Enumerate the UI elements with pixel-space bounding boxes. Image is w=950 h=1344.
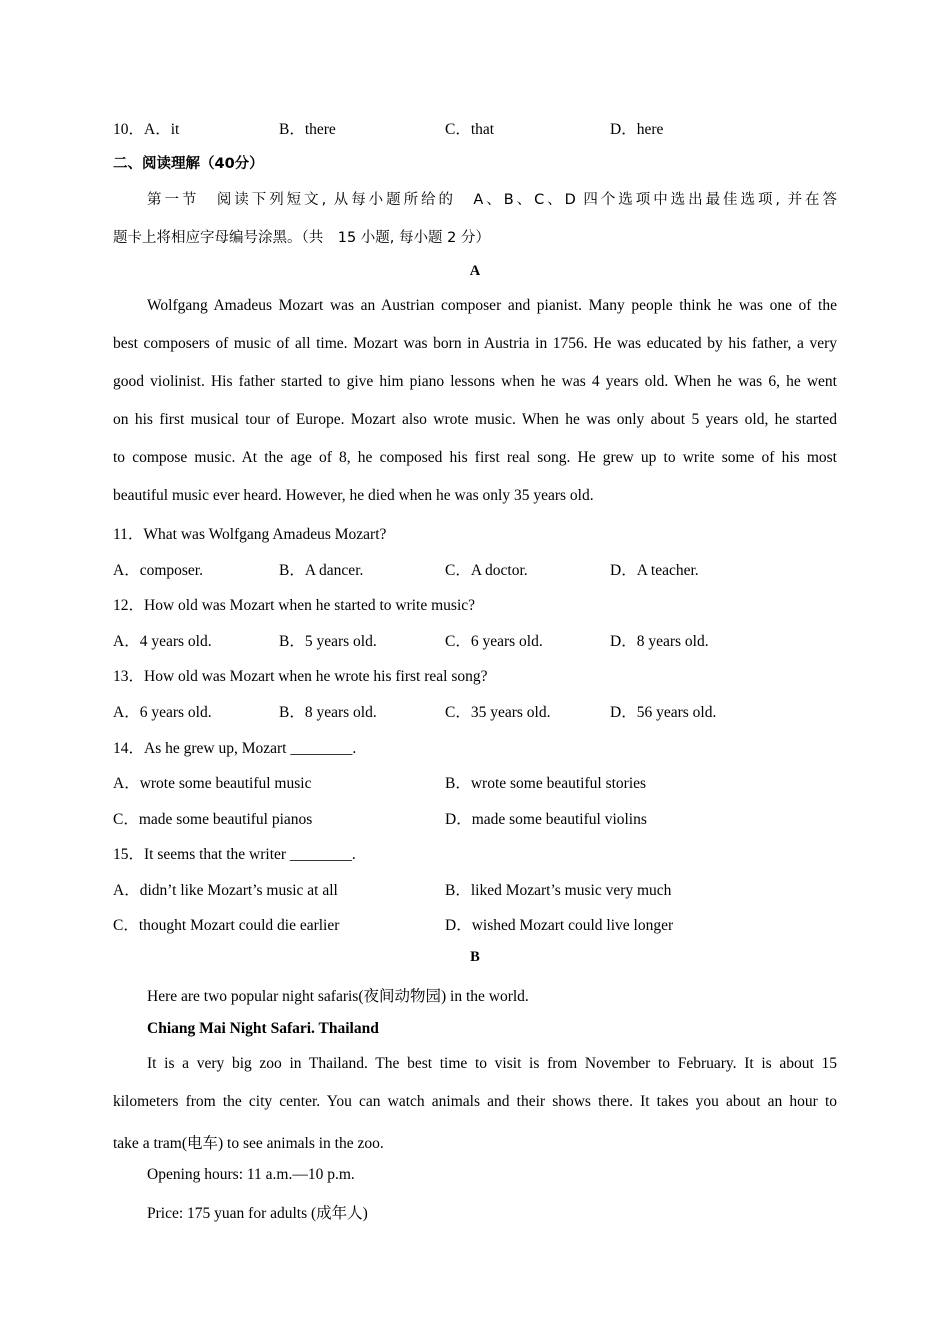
passage-b-intro: Here are two popular night safaris(夜间动物园) in the world. <box>147 988 529 1005</box>
q13-option-a[interactable]: A．6 years old. <box>113 704 212 721</box>
q14-option-d[interactable]: D．made some beautiful violins <box>445 811 647 828</box>
section-heading: 二、阅读理解（40分） <box>113 156 264 172</box>
passage-a-label: A <box>469 263 481 279</box>
passage-a-line-1: Wolfgang Amadeus Mozart was an Austrian composer and pianist. Many people think he was one of the <box>147 297 837 314</box>
q10-option-b[interactable]: B．there <box>279 121 336 138</box>
passage-a-line-5: to compose music. At the age of 8, he composed his first real song. He grew up to write some of his most <box>113 449 837 466</box>
passage-b-line-3: take a tram(电车) to see animals in the zoo. <box>113 1135 384 1152</box>
passage-a-line-3: good violinist. His father started to give him piano lessons when he was 4 years old. When he was 6, he went <box>113 373 837 390</box>
q11-option-b[interactable]: B．A dancer. <box>279 562 364 579</box>
opening-hours: Opening hours: 11 a.m.—10 p.m. <box>147 1166 355 1183</box>
q15-option-a[interactable]: A．didn’t like Mozart’s music at all <box>113 882 338 899</box>
q15-option-c[interactable]: C．thought Mozart could die earlier <box>113 917 340 934</box>
q11-option-d[interactable]: D．A teacher. <box>610 562 699 579</box>
passage-a-line-6: beautiful music ever heard. However, he died when he was only 35 years old. <box>113 487 594 504</box>
q12-option-d[interactable]: D．8 years old. <box>610 633 709 650</box>
q15-option-b[interactable]: B．liked Mozart’s music very much <box>445 882 672 899</box>
q14-option-c[interactable]: C．made some beautiful pianos <box>113 811 313 828</box>
price: Price: 175 yuan for adults (成年人) <box>147 1205 368 1222</box>
question-14-stem: 14．As he grew up, Mozart ________. <box>113 740 357 757</box>
passage-b-title: Chiang Mai Night Safari. Thailand <box>147 1020 379 1037</box>
q13-option-d[interactable]: D．56 years old. <box>610 704 717 721</box>
passage-b-line-1: It is a very big zoo in Thailand. The best time to visit is from November to February. It is about 15 <box>147 1055 837 1072</box>
q15-option-d[interactable]: D．wished Mozart could live longer <box>445 917 674 934</box>
question-12-stem: 12．How old was Mozart when he started to write music? <box>113 597 476 614</box>
question-13-stem: 13．How old was Mozart when he wrote his first real song? <box>113 668 488 685</box>
q13-option-c[interactable]: C．35 years old. <box>445 704 551 721</box>
question-15-stem: 15．It seems that the writer ________. <box>113 846 356 863</box>
q11-option-c[interactable]: C．A doctor. <box>445 562 528 579</box>
passage-b-line-2: kilometers from the city center. You can watch animals and their shows there. It takes you about an hour to <box>113 1093 837 1110</box>
q12-option-c[interactable]: C．6 years old. <box>445 633 543 650</box>
question-11-stem: 11．What was Wolfgang Amadeus Mozart? <box>113 526 387 543</box>
q11-option-a[interactable]: A．composer. <box>113 562 203 579</box>
instructions-line-1: 第一节 阅读下列短文, 从每小题所给的 A、B、C、D 四个选项中选出最佳选项, 并在答 <box>147 192 837 208</box>
q10-option-d[interactable]: D．here <box>610 121 664 138</box>
q12-option-a[interactable]: A．4 years old. <box>113 633 212 650</box>
passage-a-line-4: on his first musical tour of Europe. Mozart also wrote music. When he was only about 5 years old, he started <box>113 411 837 428</box>
q14-option-a[interactable]: A．wrote some beautiful music <box>113 775 312 792</box>
q13-option-b[interactable]: B．8 years old. <box>279 704 377 721</box>
passage-a-line-2: best composers of music of all time. Mozart was born in Austria in 1756. He was educated by his father, a very <box>113 335 837 352</box>
q10-option-a[interactable]: 10．A．it <box>113 121 180 138</box>
q14-option-b[interactable]: B．wrote some beautiful stories <box>445 775 647 792</box>
q12-option-b[interactable]: B．5 years old. <box>279 633 377 650</box>
q10-option-c[interactable]: C．that <box>445 121 495 138</box>
instructions-line-2: 题卡上将相应字母编号涂黑。（共 15 小题, 每小题 2 分） <box>113 230 490 246</box>
passage-b-label: B <box>470 949 480 965</box>
